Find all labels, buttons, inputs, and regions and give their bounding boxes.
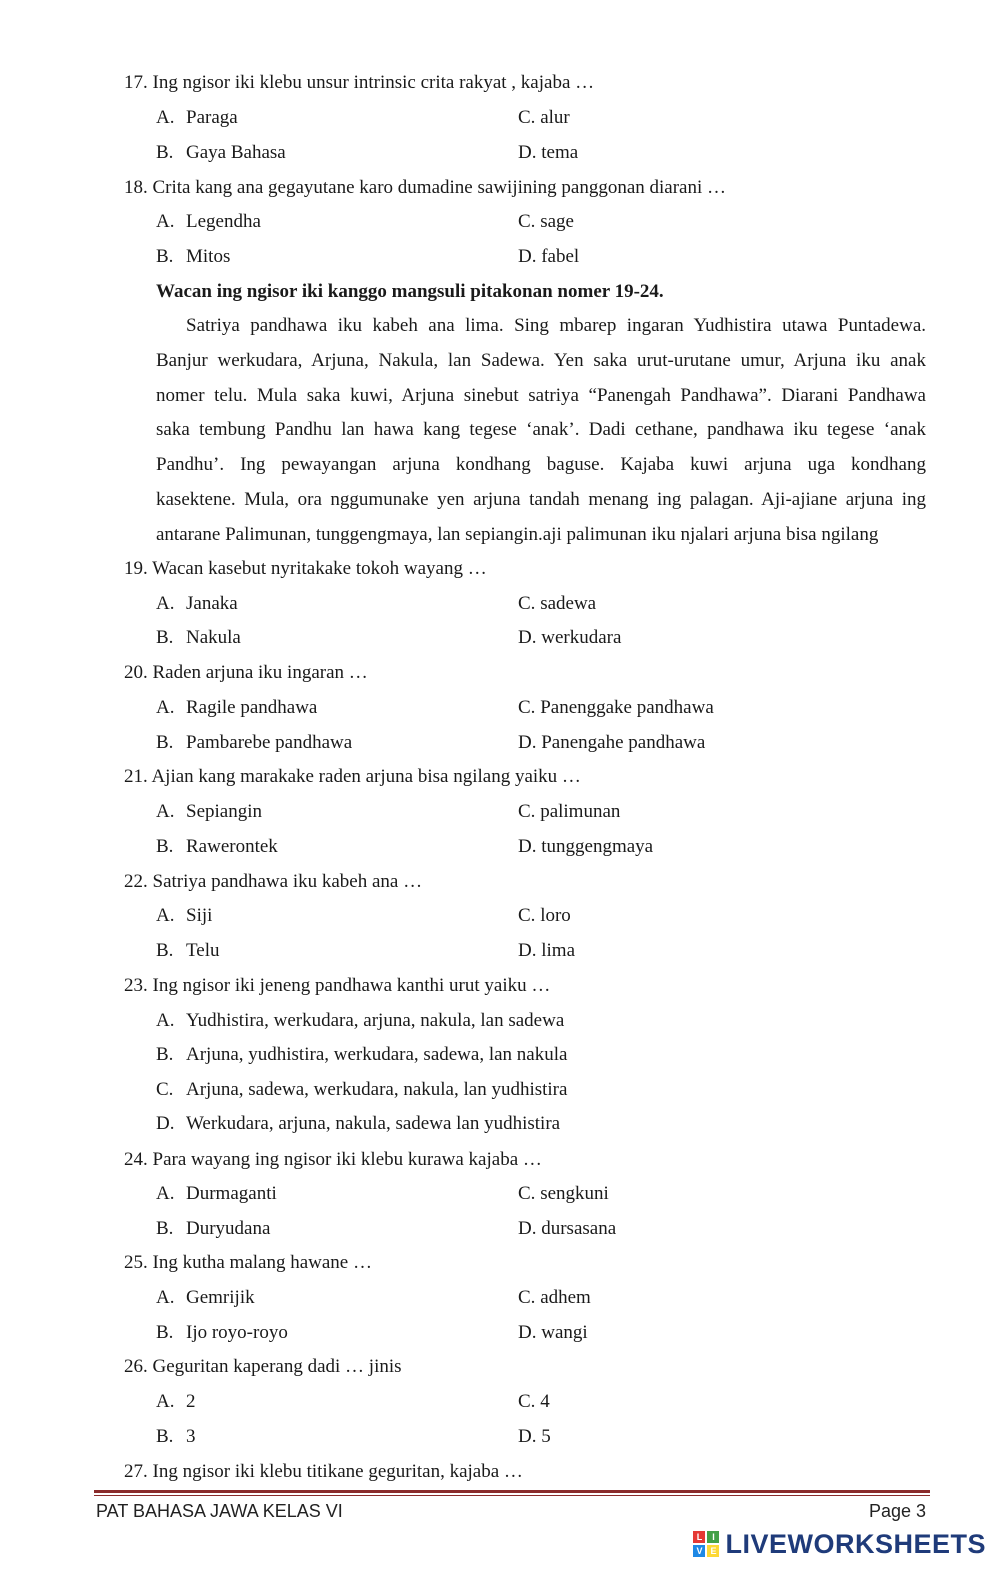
q19-option-a: A. Janaka [156, 593, 238, 614]
q18-option-b: B. Mitos [156, 246, 231, 267]
question-17-stem: 17. Ing ngisor iki klebu unsur intrinsic crita rakyat , kajaba … [124, 72, 595, 93]
passage-line: kasektene. Mula, ora nggumunake yen arjuna tandah menang ing palagan. Aji-ajiane arjuna ing [156, 488, 926, 510]
q26-option-a: A. 2 [156, 1391, 196, 1412]
q20-option-a: A. Ragile pandhawa [156, 697, 318, 718]
liveworksheets-logo[interactable] [693, 1528, 986, 1560]
passage-line: Pandhu’. Ing pewayangan arjuna kondhang baguse. Kajaba kuwi arjuna uga kondhang [156, 454, 926, 476]
q19-option-c: C. sadewa [518, 593, 597, 614]
q25-option-b: B. Ijo royo-royo [156, 1322, 288, 1343]
question-19-stem: 19. Wacan kasebut nyritakake tokoh wayang … [124, 558, 487, 579]
q22-option-d: D. lima [518, 940, 576, 961]
q24-option-c: C. sengkuni [518, 1183, 609, 1204]
passage-line: nomer telu. Mula saka kuwi, Arjuna sinebut satriya “Panengah Pandhawa”. Diarani Pandhawa [156, 384, 926, 406]
logo-text: LIVEWORKSHEETS [725, 1528, 986, 1559]
question-18-stem: 18. Crita kang ana gegayutane karo dumadine sawijining panggonan diarani … [124, 177, 727, 198]
q23-option-a: A. Yudhistira, werkudara, arjuna, nakula, lan sadewa [156, 1010, 565, 1031]
q18-option-c: C. sage [518, 211, 574, 232]
passage-line: saka tembung Pandhu lan hawa kang tegese ‘anak’. Dadi cethane, pandhawa iku tegese ‘anak [156, 419, 926, 441]
logo-square-3: E [707, 1545, 719, 1557]
q20-option-d: D. Panengahe pandhawa [518, 732, 706, 753]
logo-square-1: I [707, 1531, 719, 1543]
question-21-stem: 21. Ajian kang marakake raden arjuna bisa ngilang yaiku … [124, 766, 581, 787]
q26-option-c: C. 4 [518, 1391, 550, 1412]
q20-option-c: C. Panenggake pandhawa [518, 697, 714, 718]
passage-line: antarane Palimunan, tunggengmaya, lan sepiangin.aji palimunan iku njalari arjuna bisa ngilang [156, 523, 879, 545]
footer-divider-thin [94, 1495, 930, 1496]
q26-option-d: D. 5 [518, 1426, 551, 1447]
reading-passage [156, 309, 926, 553]
q19-option-d: D. werkudara [518, 627, 622, 648]
q24-option-d: D. dursasana [518, 1218, 617, 1239]
footer-divider [94, 1490, 930, 1493]
question-23-stem: 23. Ing ngisor iki jeneng pandhawa kanthi urut yaiku … [124, 975, 551, 996]
passage-line: Satriya pandhawa iku kabeh ana lima. Sing mbarep ingaran Yudhistira utawa Puntadewa. [186, 315, 926, 336]
q17-option-d: D. tema [518, 142, 579, 163]
q18-option-a: A. Legendha [156, 211, 261, 232]
q21-option-d: D. tunggengmaya [518, 836, 654, 857]
q25-option-a: A. Gemrijik [156, 1287, 255, 1308]
q24-option-b: B. Duryudana [156, 1218, 271, 1239]
q25-option-d: D. wangi [518, 1322, 588, 1343]
q26-option-b: B. 3 [156, 1426, 196, 1447]
question-22-stem: 22. Satriya pandhawa iku kabeh ana … [124, 871, 423, 892]
q21-option-a: A. Sepiangin [156, 801, 262, 822]
q17-option-b: B. Gaya Bahasa [156, 142, 286, 163]
q23-option-b: B. Arjuna, yudhistira, werkudara, sadewa, lan nakula [156, 1044, 568, 1065]
q22-option-a: A. Siji [156, 905, 213, 926]
q23-option-c: C. Arjuna, sadewa, werkudara, nakula, lan yudhistira [156, 1079, 568, 1100]
q21-option-b: B. Rawerontek [156, 836, 278, 857]
q25-option-c: C. adhem [518, 1287, 591, 1308]
q21-option-c: C. palimunan [518, 801, 621, 822]
question-24-stem: 24. Para wayang ing ngisor iki klebu kurawa kajaba … [124, 1149, 542, 1170]
q20-option-b: B. Pambarebe pandhawa [156, 732, 353, 753]
q19-option-b: B. Nakula [156, 627, 241, 648]
passage-line: Banjur werkudara, Arjuna, Nakula, lan Sadewa. Yen saka urut-urutane umur, Arjuna iku anak [156, 349, 926, 371]
logo-mark-icon [693, 1531, 719, 1557]
reading-instruction: Wacan ing ngisor iki kanggo mangsuli pitakonan nomer 19-24. [156, 281, 664, 302]
q22-option-c: C. loro [518, 905, 571, 926]
logo-square-0: L [693, 1531, 705, 1543]
q17-option-c: C. alur [518, 107, 570, 128]
question-20-stem: 20. Raden arjuna iku ingaran … [124, 662, 368, 683]
q22-option-b: B. Telu [156, 940, 220, 961]
question-27-stem: 27. Ing ngisor iki klebu titikane geguritan, kajaba … [124, 1461, 523, 1482]
q23-option-d: D. Werkudara, arjuna, nakula, sadewa lan yudhistira [156, 1113, 561, 1134]
page-number: Page 3 [868, 1501, 926, 1521]
question-26-stem: 26. Geguritan kaperang dadi … jinis [124, 1356, 402, 1377]
footer-title: PAT BAHASA JAWA KELAS VI [96, 1501, 343, 1521]
q18-option-d: D. fabel [518, 246, 580, 267]
q17-option-a: A. Paraga [156, 107, 238, 128]
logo-square-2: V [693, 1545, 705, 1557]
q24-option-a: A. Durmaganti [156, 1183, 277, 1204]
question-25-stem: 25. Ing kutha malang hawane … [124, 1252, 372, 1273]
